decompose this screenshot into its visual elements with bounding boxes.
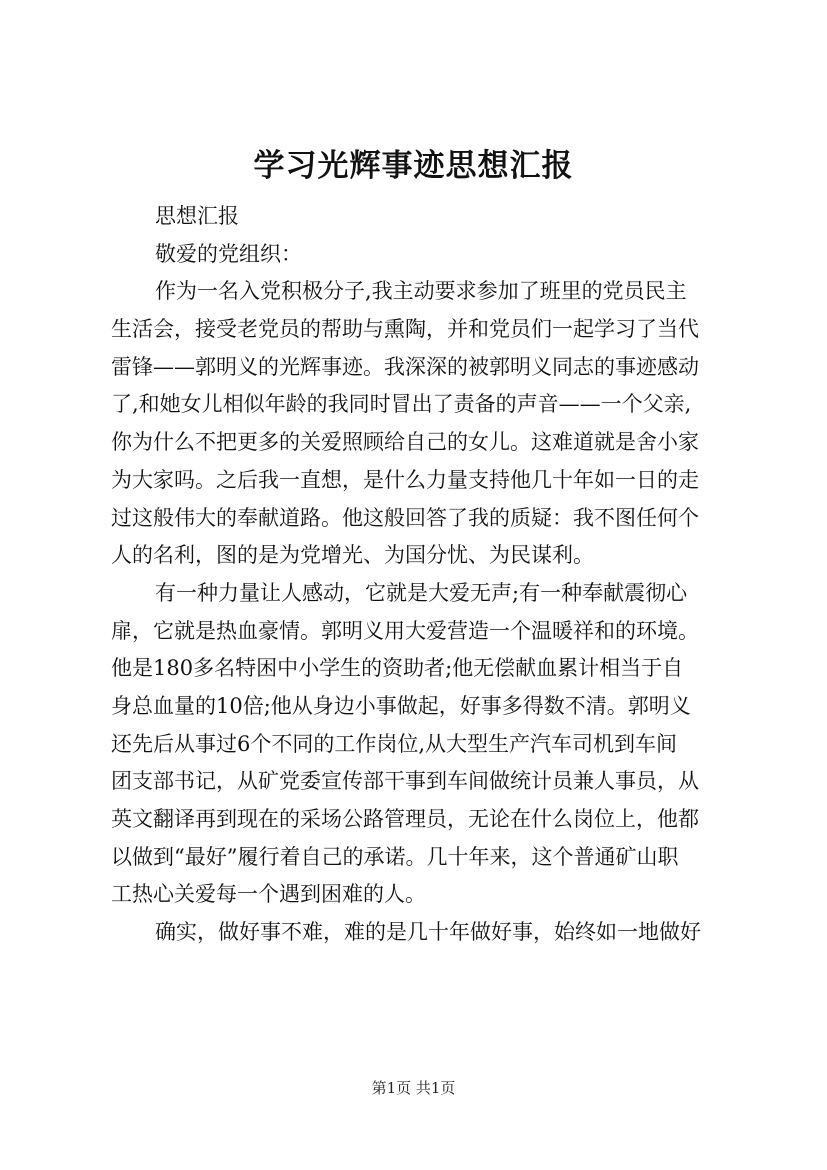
text-line: 雷锋——郭明义的光辉事迹。我深深的被郭明义同志的事迹感动 (111, 354, 699, 379)
text-line: 身总血量的10倍;他从身边小事做起，好事多得数不清。郭明义 (111, 693, 691, 718)
text-line: 团支部书记，从矿党委宣传部干事到车间做统计员兼人事员，从 (111, 769, 699, 794)
text-line: 英文翻译再到现在的采场公路管理员，无论在什么岗位上，他都 (111, 807, 699, 831)
text-line: 过这般伟大的奉献道路。他这般回答了我的质疑：我不图任何个 (111, 505, 699, 530)
page-footer: 第1页 共1页 (371, 1079, 456, 1097)
text-line: 还先后从事过6个不同的工作岗位,从大型生产汽车司机到车间 (111, 731, 678, 756)
text-line: 敬爱的党组织： (155, 241, 302, 266)
text-line: 你为什么不把更多的关爱照顾给自己的女儿。这难道就是舍小家 (111, 430, 699, 455)
text-line: 扉，它就是热血豪情。郭明义用大爱营造一个温暖祥和的环境。 (111, 618, 699, 643)
text-line: 有一种力量让人感动，它就是大爱无声;有一种奉献震彻心 (155, 580, 688, 605)
text-line: 以做到“最好”履行着自己的承诺。几十年来，这个普通矿山职 (111, 844, 679, 869)
document-body (111, 198, 739, 952)
text-line: 了,和她女儿相似年龄的我同时冒出了责备的声音——一个父亲, (111, 392, 692, 417)
document-title: 学习光辉事迹思想汇报 (253, 148, 574, 184)
text-line: 确实，做好事不难，难的是几十年做好事，始终如一地做好 (155, 920, 701, 945)
text-line: 人的名利，图的是为党增光、为国分忧、为民谋利。 (111, 543, 594, 568)
text-line: 工热心关爱每一个遇到困难的人。 (111, 882, 426, 907)
text-line: 思想汇报 (155, 204, 239, 228)
text-line: 生活会，接受老党员的帮助与熏陶，并和党员们一起学习了当代 (111, 317, 699, 342)
text-line: 作为一名入党积极分子,我主动要求参加了班里的党员民主 (155, 279, 687, 304)
text-line: 他是180多名特困中小学生的资助者;他无偿献血累计相当于自 (111, 656, 684, 681)
text-line: 为大家吗。之后我一直想，是什么力量支持他几十年如一日的走 (111, 467, 699, 492)
